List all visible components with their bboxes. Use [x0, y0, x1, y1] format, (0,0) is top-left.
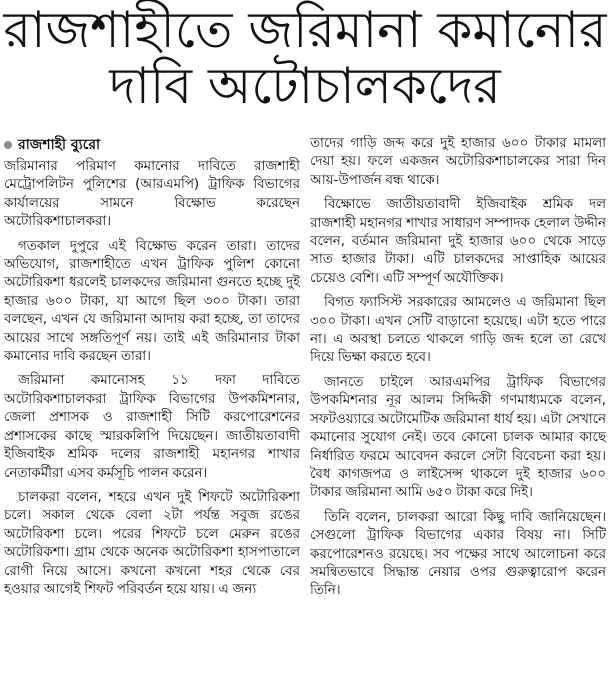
byline [4, 135, 300, 155]
paragraph: তাদের গাড়ি জব্দ করে দুই হাজার ৬০০ টাকার মামলা দেয়া হয়। ফলে একজন অটোরিকশাচালকের সারা দিন আয়-উপার্জন বন্ধ থাকে। [310, 136, 606, 188]
byline-text: রাজশাহী ব্যুরো [18, 137, 101, 153]
paragraph: বিগত ফ্যাসিস্ট সরকারের আমলেও এ জরিমানা ছিল ৩০০ টাকা। এখন সেটি বাড়ানো হয়েছে। এটা হতে পারে না। এ অবস্থা চলতে থাকলে গাড়ি জব্দ হলে তা রেখে দিয়ে ভিক্ষা করতে হবে। [310, 295, 606, 366]
headline [0, 2, 610, 114]
headline-line-1: রাজশাহীতে জরিমানা কমানোর [3, 1, 607, 59]
column-right [310, 135, 606, 607]
paragraph: তিনি বলেন, চালকরা আরো কিছু দাবি জানিয়েছেন। সেগুলো ট্রাফিক বিভাগের একার বিষয় না। সিটি করপোরেশনও রয়েছে। সব পক্ষের সাথে আলোচনা করে সমন্বিতভাবে সিদ্ধান্ত নেয়ার ওপর গুরুত্বারোপ করেন তিনি। [310, 509, 606, 599]
paragraph: জরিমানার পরিমাণ কমানোর দাবিতে রাজশাহী মেট্রোপলিটন পুলিশের (আরএমপি) ট্রাফিক বিভাগের কার্যালয়ের সামনে বিক্ষোভ করেছেন অটোরিকশাচালকরা। [4, 159, 300, 230]
bullet-dot-icon [4, 141, 12, 149]
paragraph: চালকরা বলেন, শহরে এখন দুই শিফটে অটোরিকশা চলে। সকাল থেকে বেলা ২টা পর্যন্ত সবুজ রঙের অটোরিকশা চলে। পরের শিফটে চলে মেরুন রঙের অটোরিকশা। গ্রাম থেকে অনেক অটোরিকশা হাসপাতালে রোগী নিয়ে আসে। কখনো কখনো শহর থেকে বের হওয়ার আগেই শিফট পরিবর্তন হয়ে যায়। এ জন্য [4, 489, 300, 597]
headline-line-2: দাবি অটোচালকদের [109, 57, 501, 115]
article-body [4, 135, 606, 607]
paragraph: বিক্ষোভে জাতীয়তাবাদী ইজিবাইক শ্রমিক দল রাজশাহী মহানগর শাখার সাধারণ সম্পাদক হেলাল উদ্দীন বলেন, বর্তমান জরিমানা দুই হাজার ৬০০ থেকে সাড়ে সাত হাজার টাকা। এটি চালকদের সাপ্তাহিক আয়ের চেয়েও বেশি। এটি সম্পূর্ণ অযৌক্তিক। [310, 197, 606, 286]
column-left [4, 135, 300, 607]
paragraph: গতকাল দুপুরে এই বিক্ষোভ করেন তারা। তাদের অভিযোগ, রাজশাহীতে এখন ট্রাফিক পুলিশ কোনো অটোরিকশা ধরলেই চালকদের জরিমানা গুনতে হচ্ছে দুই হাজার ৬০০ টাকা, যা আগে ছিল ৩০০ টাকা। তারা বলছেন, এখন যে জরিমানা আদায় করা হচ্ছে, তা তাদের আয়ের সাথে সঙ্গতিপূর্ণ নয়। তাই এই জরিমানার টাকা কমানোর দাবি করছেন তারা। [4, 238, 300, 365]
paragraph: জানতে চাইলে আরএমপির ট্রাফিক বিভাগের উপকমিশনার নূর আলম সিদ্দিকী গণমাধ্যমকে বলেন, সফটওয়্যারে অটোমেটিক জরিমানা ধার্য হয়। এটা সেখানে কমানোর সুযোগ নেই। তবে কোনো চালক আমার কাছে নির্ধারিত ফরমে আবেদন করলে সেটা বিবেচনা করা হয়। বৈধ কাগজপত্র ও লাইসেন্স থাকলে দুই হাজার ৬০০ টাকার জরিমানা আমি ৬৫০ টাকা করে দিই। [310, 374, 606, 501]
paragraph: জরিমানা কমানোসহ ১১ দফা দাবিতে অটোরিকশাচালকরা ট্রাফিক বিভাগের উপকমিশনার, জেলা প্রশাসক ও রাজশাহী সিটি করপোরেশনের প্রশাসকের কাছে স্মারকলিপি দিয়েছেন। জাতীয়তাবাদী ইজিবাইক শ্রমিক দলের রাজশাহী মহানগর শাখার নেতাকর্মীরা এসব কর্মসূচি পালন করেন। [4, 373, 300, 481]
